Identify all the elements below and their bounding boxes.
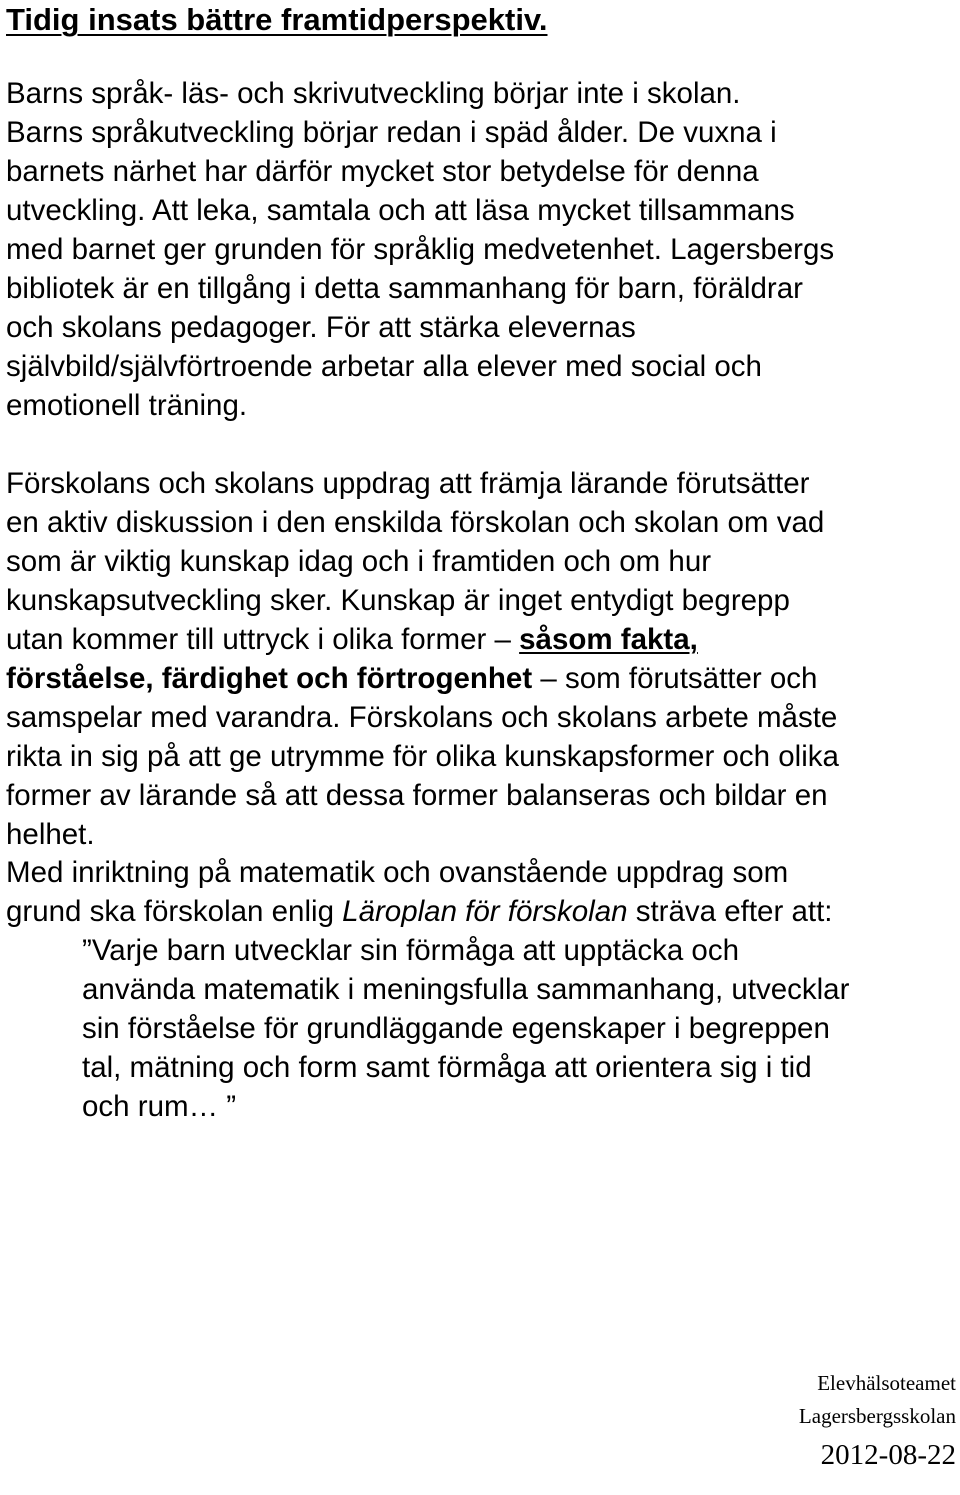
paragraph-line: med barnet ger grunden för språklig medvetenhet. Lagersbergs (6, 233, 835, 266)
paragraph-line: emotionell träning. (6, 389, 248, 422)
footer-date: 2012-08-22 (820, 1439, 956, 1471)
document-heading: Tidig insats bättre framtidperspektiv. (6, 2, 548, 37)
quote-line: och rum… ” (82, 1090, 237, 1123)
paragraph-line: Förskolans och skolans uppdrag att främja lärande förutsätter (6, 467, 810, 500)
paragraph-line: kunskapsutveckling sker. Kunskap är inget entydigt begrepp (6, 584, 790, 617)
quote-line: ”Varje barn utvecklar sin förmåga att upptäcka och (82, 934, 739, 967)
document-footer (799, 1367, 956, 1477)
curriculum-title: Läroplan för förskolan (342, 895, 628, 928)
line-text: – som förutsätter och (532, 662, 818, 695)
paragraph-line: former av lärande så att dessa former balanseras och bildar en (6, 779, 828, 812)
paragraph-line: Med inriktning på matematik och ovanstående uppdrag som (6, 856, 789, 889)
line-text: grund ska förskolan enlig (6, 895, 343, 928)
paragraph-line: en aktiv diskussion i den enskilda förskolan och skolan om vad (6, 506, 825, 539)
footer-school: Lagersbergsskolan (798, 1404, 956, 1428)
paragraph-mathematics (6, 853, 956, 931)
paragraph-line (6, 620, 956, 659)
line-text: utan kommer till uttryck i olika former – (6, 623, 520, 656)
footer-organization: Elevhälsoteamet (817, 1371, 956, 1395)
curriculum-quote (82, 931, 849, 1126)
quote-line: tal, mätning och form samt förmåga att orientera sig i tid (82, 1051, 812, 1084)
paragraph-line (6, 659, 956, 698)
paragraph-line: bibliotek är en tillgång i detta sammanhang för barn, föräldrar (6, 272, 803, 305)
emphasis-text: såsom fakta, (519, 623, 698, 656)
emphasis-text: förståelse, färdighet och förtrogenhet (6, 662, 533, 695)
paragraph-line: och skolans pedagoger. För att stärka elevernas (6, 311, 636, 344)
paragraph-line: utveckling. Att leka, samtala och att läsa mycket tillsammans (6, 194, 795, 227)
paragraph-line: självbild/självförtroende arbetar alla elever med social och (6, 350, 762, 383)
quote-line: sin förståelse för grundläggande egenskaper i begreppen (82, 1012, 830, 1045)
paragraph-line: Barns språkutveckling börjar redan i späd ålder. De vuxna i (6, 116, 777, 149)
paragraph-early-language (6, 74, 956, 425)
paragraph-line: som är viktig kunskap idag och i framtiden och om hur (6, 545, 712, 578)
paragraph-line: samspelar med varandra. Förskolans och skolans arbete måste (6, 701, 838, 734)
line-text: sträva efter att: (627, 895, 833, 928)
paragraph-line (6, 892, 956, 931)
paragraph-line: barnets närhet har därför mycket stor betydelse för denna (6, 155, 759, 188)
paragraph-line: helhet. (6, 818, 95, 851)
quote-line: använda matematik i meningsfulla sammanhang, utvecklar (82, 973, 850, 1006)
paragraph-line: Barns språk- läs- och skrivutveckling börjar inte i skolan. (6, 77, 741, 110)
paragraph-knowledge-mission (6, 464, 956, 854)
paragraph-line: rikta in sig på att ge utrymme för olika kunskapsformer och olika (6, 740, 839, 773)
